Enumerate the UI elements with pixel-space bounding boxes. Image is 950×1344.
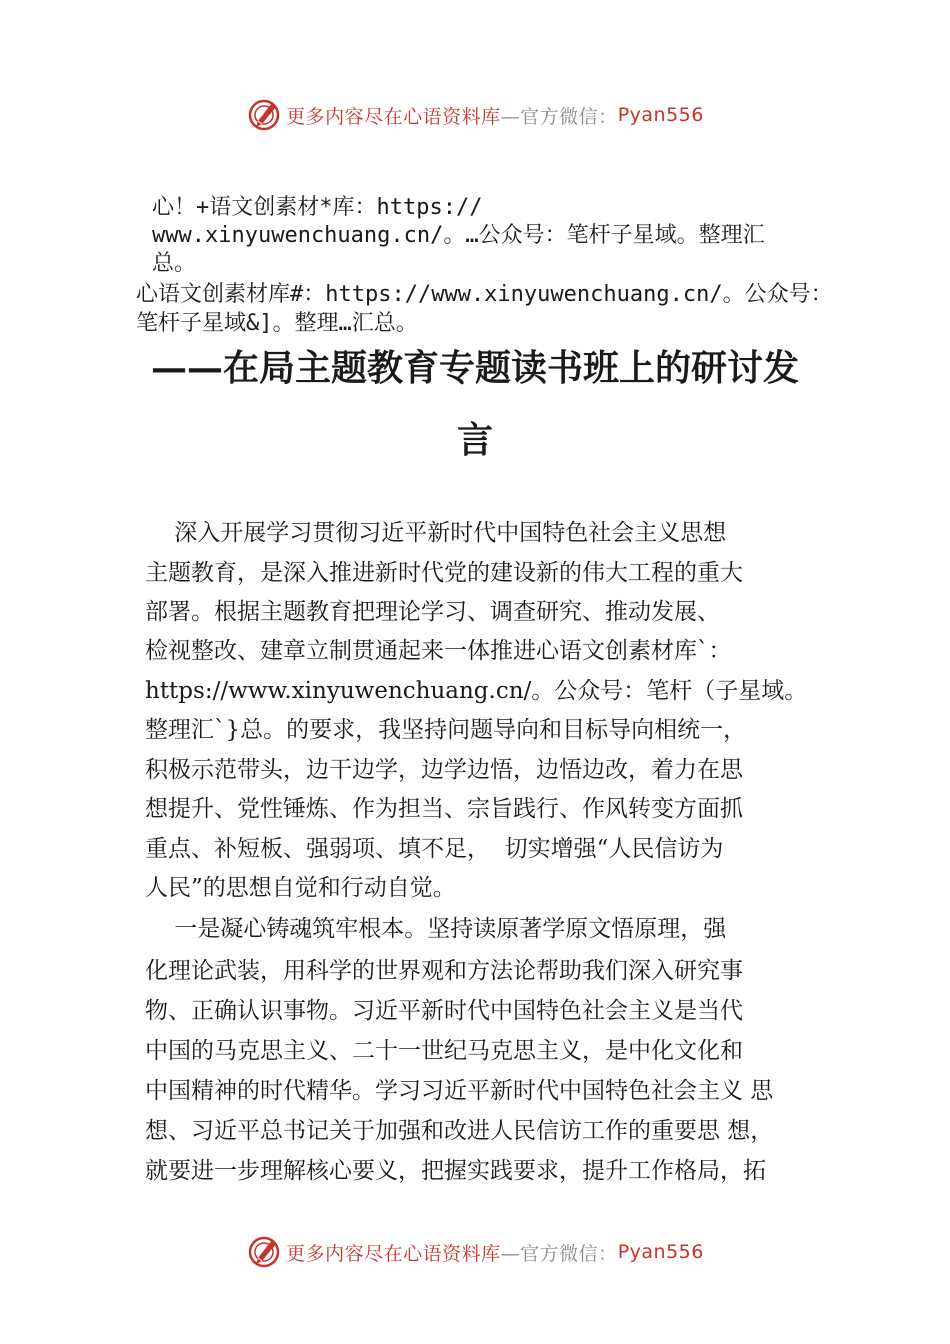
body-line: 中国的马克思主义、二十一世纪马克思主义，是中化文化和 [145,1038,743,1064]
body-line: 化理论武装，用科学的世界观和方法论帮助我们深入研究事 [145,958,743,984]
watermark-line: www.xinyuwenchuang.cn/。…公众号：笔杆子星域。整理汇 [152,223,765,248]
body-line: 一是凝心铸魂筑牢根本。坚持读原著学原文悟原理，强 [145,916,727,942]
body-line: 主题教育，是深入推进新时代党的建设新的伟大工程的重大 [145,560,743,586]
pen-logo-icon [246,97,282,133]
body-line: 整理汇`}总。的要求，我坚持问题导向和目标导向相统一， [145,717,747,743]
document-title-line: ——在局主题教育专题读书班上的研讨发 [150,347,799,389]
header-banner [0,95,950,135]
body-line: 就要进一步理解核心要义，把握实践要求，提升工作格局，拓 [145,1158,766,1184]
watermark-line: 笔杆子星域&]。整理…汇总。 [136,311,418,336]
body-line: https://www.xinyuwenchuang.cn/。公众号：笔杆（子星域。 [145,678,808,704]
body-line: 积极示范带头，边干边学，边学边悟，边悟边改，着力在思 [145,757,743,783]
body-line: 重点、补短板、强弱项、填不足， 切实增强“人民信访为 [145,836,724,862]
document-title-line: 言 [456,419,493,461]
footer-wechat-handle: Pyan556 [617,1241,704,1263]
watermark-line: 总。 [152,251,197,276]
header-red-text: 更多内容尽在心语资料库 [286,105,501,128]
body-line: 检视整改、建章立制贯通起来一体推进心语文创素材库`： [145,638,732,664]
body-line: 想提升、党性锤炼、作为担当、宗旨践行、作风转变方面抓 [145,796,743,822]
header-gray-text: —官方微信： [500,105,618,128]
watermark-line: 心！+语文创素材*库：https:// [152,195,483,220]
body-line: 深入开展学习贯彻习近平新时代中国特色社会主义思想 [145,520,727,546]
body-line: 中国精神的时代精华。学习习近平新时代中国特色社会主义 思 [145,1078,774,1104]
footer-red-text: 更多内容尽在心语资料库 [286,1242,501,1265]
body-line: 想、习近平总书记关于加强和改进人民信访工作的重要思 想， [145,1118,774,1144]
watermark-line: 心语文创素材库#：https://www.xinyuwenchuang.cn/。公众号： [136,282,833,307]
body-line: 物、正确认识事物。习近平新时代中国特色社会主义是当代 [145,998,743,1024]
body-line: 人民”的思想自觉和行动自觉。 [145,875,456,901]
footer-gray-text: —官方微信： [500,1242,618,1265]
body-line: 部署。根据主题教育把理论学习、调查研究、推动发展、 [145,599,720,625]
pen-logo-icon [246,1234,282,1270]
header-wechat-handle: Pyan556 [617,104,704,126]
footer-banner [0,1232,950,1272]
